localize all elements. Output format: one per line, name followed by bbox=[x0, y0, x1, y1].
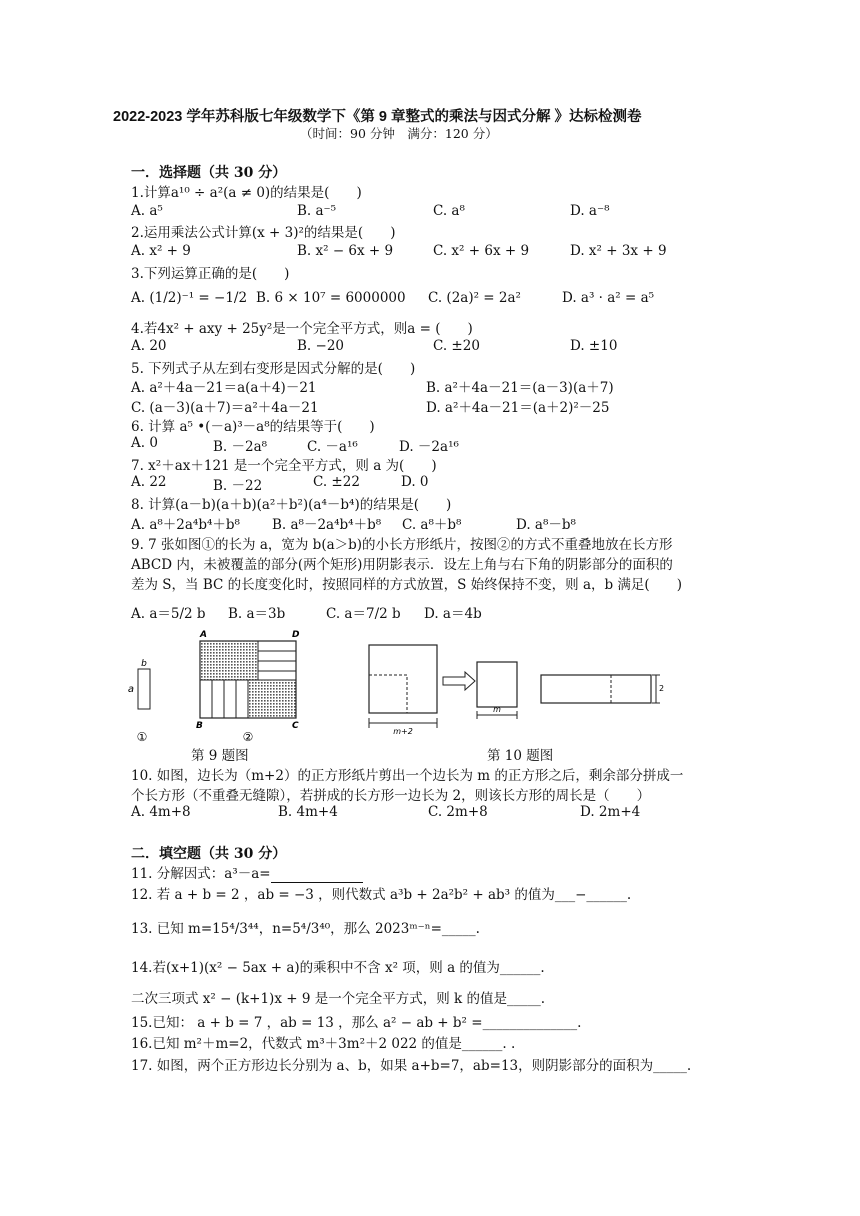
question-4-stem: 4.若4x² + axy + 25y²是一个完全平方式，则a = ( ) bbox=[131, 321, 473, 337]
q6-option-b: B. －2a⁸ bbox=[213, 439, 268, 455]
question-2-stem: 2.运用乘法公式计算(x + 3)²的结果是( ) bbox=[131, 225, 396, 241]
q1-option-b: B. a⁻⁵ bbox=[297, 203, 337, 219]
q17-answer-blank[interactable]: _____. bbox=[653, 1058, 692, 1074]
q7-option-b: B. －22 bbox=[213, 478, 263, 494]
q5-option-b: B. a²＋4a－21＝(a－3)(a＋7) bbox=[426, 380, 614, 396]
fig1-rectangle bbox=[138, 669, 150, 709]
q10-option-a: A. 4m+8 bbox=[131, 804, 191, 820]
fig2-label-b: B bbox=[196, 721, 203, 731]
q7-option-d: D. 0 bbox=[401, 474, 429, 490]
figures-q9-q10 bbox=[120, 625, 680, 760]
q14-answer-blank[interactable]: ______. bbox=[499, 960, 545, 976]
question-1-stem: 1.计算a¹⁰ ÷ a²(a ≠ 0)的结果是( ) bbox=[131, 185, 362, 201]
q15-answer-blank[interactable]: ______________. bbox=[482, 1015, 582, 1031]
q6-option-d: D. －2a¹⁶ bbox=[399, 439, 459, 455]
section-fill-heading: 二．填空题（共 30 分） bbox=[131, 846, 287, 862]
question-3-stem: 3.下列运算正确的是( ) bbox=[131, 266, 290, 282]
q16-answer-blank[interactable]: ______. . bbox=[461, 1036, 516, 1052]
question-13-text: 13. 已知 m=15⁴/3⁴⁴，n=5⁴/3⁴⁰，那么 2023ᵐ⁻ⁿ= bbox=[131, 921, 442, 937]
q4-option-b: B. −20 bbox=[297, 338, 344, 354]
fig2-number: ② bbox=[242, 730, 254, 744]
q4-option-a: A. 20 bbox=[131, 338, 167, 354]
fig1-label-b: b bbox=[141, 659, 147, 669]
q1-option-c: C. a⁸ bbox=[433, 203, 465, 219]
question-10-line-2: 个长方形（不重叠无缝隙），若拼成的长方形一边长为 2，则该长方形的周长是（ ） bbox=[131, 788, 651, 804]
q12-answer-blank[interactable]: ___−______. bbox=[554, 887, 632, 903]
question-17-text: 17. 如图，两个正方形边长分别为 a、b，如果 a+b=7，ab=13，则阴影部分的面积为 bbox=[131, 1058, 654, 1074]
question-8-stem: 8. 计算(a－b)(a＋b)(a²＋b²)(a⁴－b⁴)的结果是( ) bbox=[131, 497, 452, 513]
fig10-label-2: 2 bbox=[659, 684, 665, 693]
question-9-line-2: ABCD 内，未被覆盖的部分(两个矩形)用阴影表示．设左上角与右下角的阴影部分的面积的 bbox=[131, 557, 673, 573]
q4-option-d: D. ±10 bbox=[570, 338, 618, 354]
question-11-row bbox=[131, 862, 363, 883]
fig1-label-a: a bbox=[127, 684, 135, 695]
fig10-arrow-icon bbox=[443, 672, 475, 690]
q8-option-c: C. a⁸＋b⁸ bbox=[402, 517, 462, 533]
q3-option-b: B. 6 × 10⁷ = 6000000 bbox=[256, 290, 406, 306]
q8-option-b: B. a⁸－2a⁴b⁴＋b⁸ bbox=[272, 517, 382, 533]
q3-option-c: C. (2a)² = 2a² bbox=[428, 290, 521, 306]
q2-option-a: A. x² + 9 bbox=[131, 243, 191, 259]
fig10-label-m-plus-2: m+2 bbox=[393, 727, 413, 736]
fig10-long-rectangle bbox=[541, 675, 651, 703]
fig2-label-d: D bbox=[292, 630, 300, 640]
question-12-row bbox=[131, 883, 631, 903]
q6-option-c: C. －a¹⁶ bbox=[307, 439, 358, 455]
question-6-stem: 6. 计算 a⁵ •(－a)³－a⁸的结果等于( ) bbox=[131, 419, 375, 435]
question-17-row bbox=[131, 1054, 691, 1074]
question-13-row bbox=[131, 917, 480, 937]
question-14b-text: 二次三项式 x² − (k+1)x + 9 是一个完全平方式，则 k 的值是 bbox=[131, 991, 507, 1007]
question-15-row bbox=[131, 1011, 581, 1031]
section-choice-heading: 一．选择题（共 30 分） bbox=[131, 165, 287, 181]
q10-option-b: B. 4m+4 bbox=[278, 804, 338, 820]
q1-option-a: A. a⁵ bbox=[131, 203, 163, 219]
question-5-stem: 5. 下列式子从左到右变形是因式分解的是( ) bbox=[131, 361, 416, 377]
fig2-label-c: C bbox=[292, 721, 299, 731]
figure-10-caption: 第 10 题图 bbox=[487, 748, 554, 764]
q3-option-d: D. a³ · a² = a⁵ bbox=[562, 290, 655, 306]
q8-option-d: D. a⁸－b⁸ bbox=[516, 517, 576, 533]
question-16-row bbox=[131, 1032, 515, 1052]
q5-option-c: C. (a－3)(a＋7)＝a²＋4a－21 bbox=[131, 400, 319, 416]
question-14-row bbox=[131, 956, 545, 976]
q10-option-c: C. 2m+8 bbox=[428, 804, 488, 820]
fig10-small-square bbox=[477, 662, 517, 707]
q3-option-a: A. (1/2)⁻¹ = −1/2 bbox=[131, 290, 248, 306]
page-title: 2022-2023 学年苏科版七年级数学下《第 9 章整式的乘法与因式分解 》达标检测卷 bbox=[113, 109, 642, 125]
question-15-text: 15.已知： a + b = 7 ，ab = 13 ，那么 a² − ab + b² = bbox=[131, 1015, 483, 1031]
question-9-line-3: 差为 S，当 BC 的长度变化时，按照同样的方式放置，S 始终保持不变，则 a，b 满足( ) bbox=[131, 577, 682, 593]
q14b-answer-blank[interactable]: _____. bbox=[506, 991, 546, 1007]
q5-option-d: D. a²＋4a－21＝(a＋2)²－25 bbox=[426, 400, 610, 416]
fig10-big-square bbox=[369, 645, 437, 713]
q9-option-b: B. a＝3b bbox=[228, 606, 286, 622]
question-7-stem: 7. x²＋ax＋121 是一个完全平方式，则 a 为( ) bbox=[131, 458, 437, 474]
q6-option-a: A. 0 bbox=[131, 435, 158, 451]
fig2-label-a: A bbox=[200, 630, 207, 640]
q10-option-d: D. 2m+4 bbox=[580, 804, 641, 820]
page-subtitle: （时间：90 分钟 满分：120 分） bbox=[300, 126, 498, 141]
fig1-number: ① bbox=[136, 730, 148, 744]
fig2-shaded-bottom-right bbox=[248, 680, 296, 718]
q13-answer-blank[interactable]: _____. bbox=[441, 921, 480, 937]
q1-option-d: D. a⁻⁸ bbox=[570, 203, 610, 219]
q4-option-c: C. ±20 bbox=[433, 338, 480, 354]
q9-option-a: A. a＝5/2 b bbox=[131, 606, 206, 622]
question-12-text: 12. 若 a + b = 2 ，ab = −3 ，则代数式 a³b + 2a²b² + ab³ 的值为 bbox=[131, 887, 555, 903]
fig10-label-m: m bbox=[493, 705, 501, 714]
q9-option-d: D. a＝4b bbox=[424, 606, 482, 622]
q11-answer-blank[interactable] bbox=[271, 866, 363, 883]
q2-option-c: C. x² + 6x + 9 bbox=[433, 243, 530, 259]
question-14b-row bbox=[131, 987, 545, 1007]
figure-9-caption: 第 9 题图 bbox=[191, 748, 249, 764]
q8-option-a: A. a⁸＋2a⁴b⁴＋b⁸ bbox=[131, 517, 240, 533]
question-10-line-1: 10. 如图，边长为（m+2）的正方形纸片剪出一个边长为 m 的正方形之后，剩余部分拼成一 bbox=[131, 768, 684, 784]
question-14-text: 14.若(x+1)(x² − 5ax + a)的乘积中不含 x² 项，则 a 的值为 bbox=[131, 960, 500, 976]
q2-option-d: D. x² + 3x + 9 bbox=[570, 243, 667, 259]
q7-option-c: C. ±22 bbox=[313, 474, 360, 490]
q5-option-a: A. a²＋4a－21＝a(a＋4)－21 bbox=[131, 380, 317, 396]
fig2-shaded-top-left bbox=[200, 641, 258, 680]
question-16-text: 16.已知 m²＋m=2，代数式 m³＋3m²＋2 022 的值是 bbox=[131, 1036, 462, 1052]
question-9-line-1: 9. 7 张如图①的长为 a，宽为 b(a＞b)的小长方形纸片，按图②的方式不重叠地放在长方形 bbox=[131, 537, 673, 553]
question-11-text: 11. 分解因式：a³－a= bbox=[131, 866, 271, 882]
q9-option-c: C. a＝7/2 b bbox=[326, 606, 401, 622]
q2-option-b: B. x² − 6x + 9 bbox=[297, 243, 394, 259]
q7-option-a: A. 22 bbox=[131, 474, 167, 490]
